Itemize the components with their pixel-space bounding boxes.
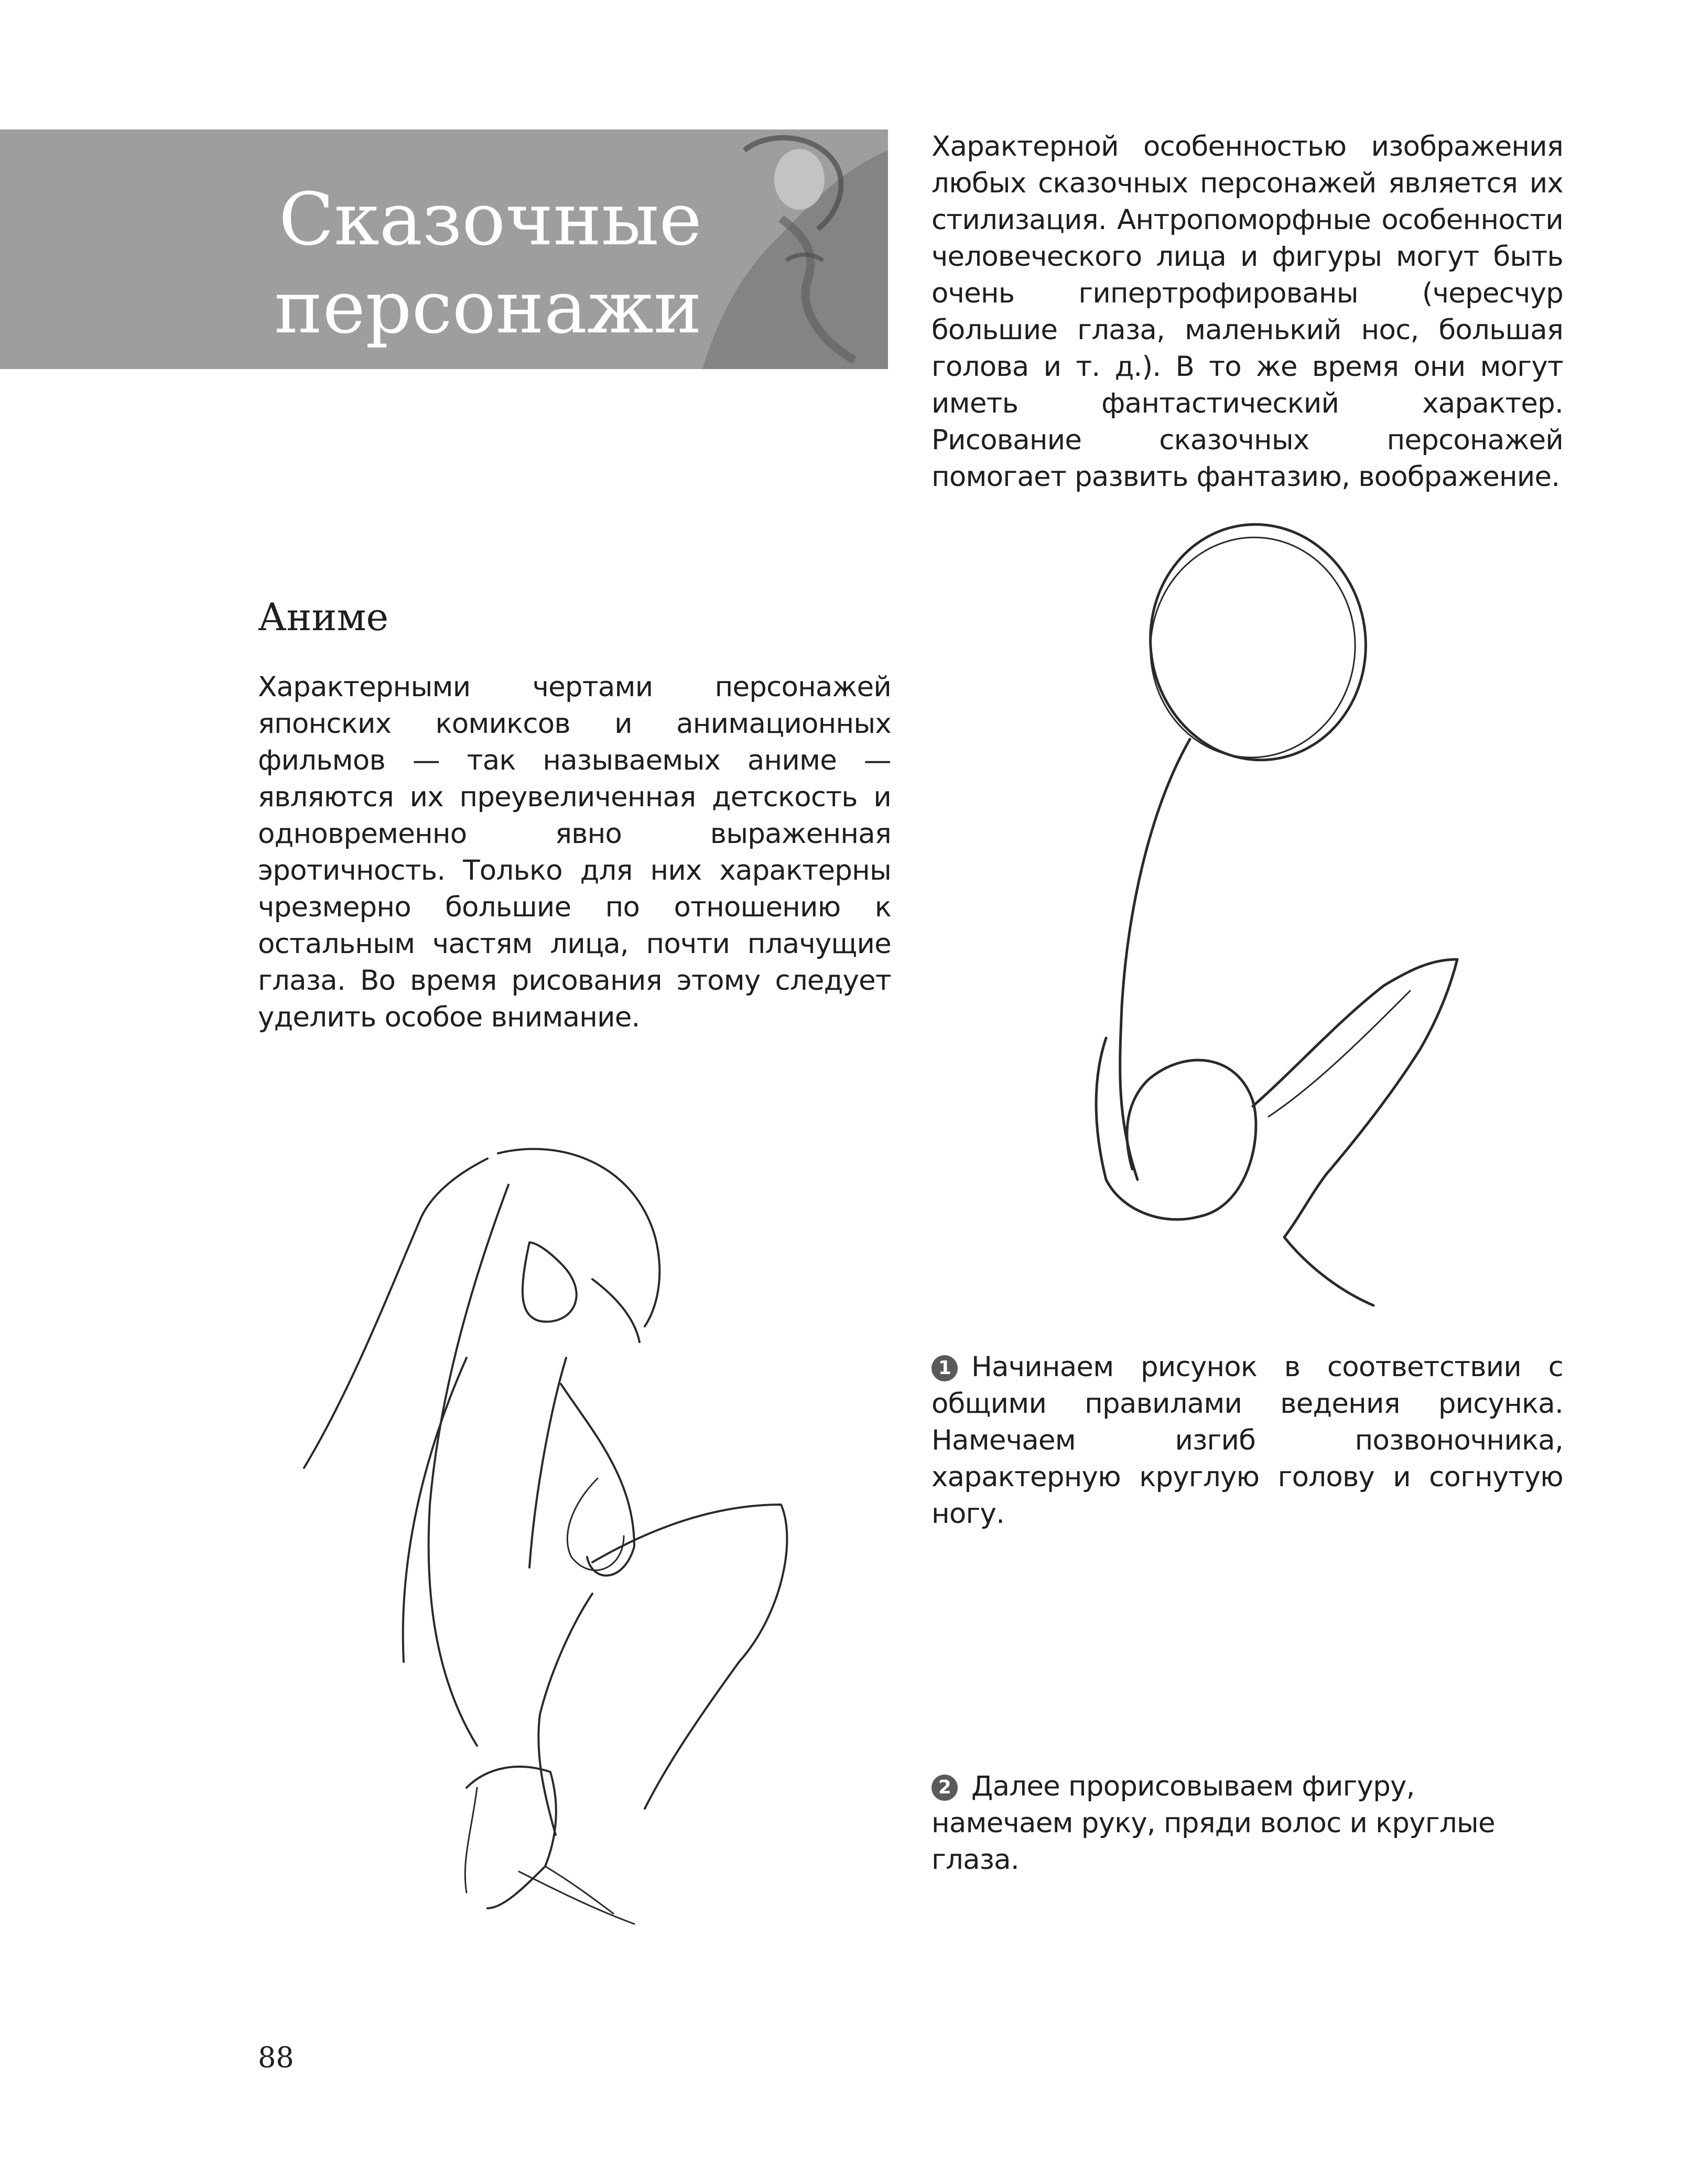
- step-2-text: Далее прорисовываем фигуру, намечаем руку, пряди волос и круглые глаза.: [931, 1770, 1495, 1876]
- header-banner: [0, 129, 888, 369]
- step-2-caption: [931, 1768, 1563, 1878]
- intro-paragraph: Характерной особенностью изображения любых сказочных персонажей является их стилизация. Антропоморфные особенности человеческого лица и фигуры могут быть очень гипертрофированы (чересчур большие глаза, маленький нос, большая голова и т. д.). В то же время они могут иметь фантастический характер. Рисование сказочных персонажей помогает развить фантазию, воображение.: [931, 131, 1563, 493]
- chapter-title-line-2: персонажи: [274, 265, 702, 350]
- chapter-title: [274, 176, 702, 352]
- chapter-title-line-1: Сказочные: [278, 177, 702, 262]
- section-heading: Аниме: [258, 595, 389, 639]
- step-2-number-badge: 2: [931, 1775, 958, 1801]
- step-1-sketch: [1043, 519, 1478, 1326]
- step-1-number-badge: 1: [931, 1355, 958, 1381]
- section-paragraph: Характерными чертами персонажей японских комиксов и анимационных фильмов — так называемых аниме — являются их преувеличенная детскость и одновременно явно выраженная эротичность. Только для них характерны чрезмерно большие по отношению к остальным частям лица, почти плачущие глаза. Во время рисования этому следует уделить особое внимание.: [258, 671, 891, 1033]
- step-1-text: Начинаем рисунок в соответствии с общими правилами ведения рисунка. Намечаем изгиб позвоночника, характерную круглую голову и согнутую ногу.: [931, 1351, 1563, 1530]
- step-2-sketch: [299, 1138, 833, 1934]
- page-number: 88: [258, 2041, 294, 2074]
- mermaid-illustration: [681, 129, 888, 369]
- step-1-caption: [931, 1349, 1563, 1532]
